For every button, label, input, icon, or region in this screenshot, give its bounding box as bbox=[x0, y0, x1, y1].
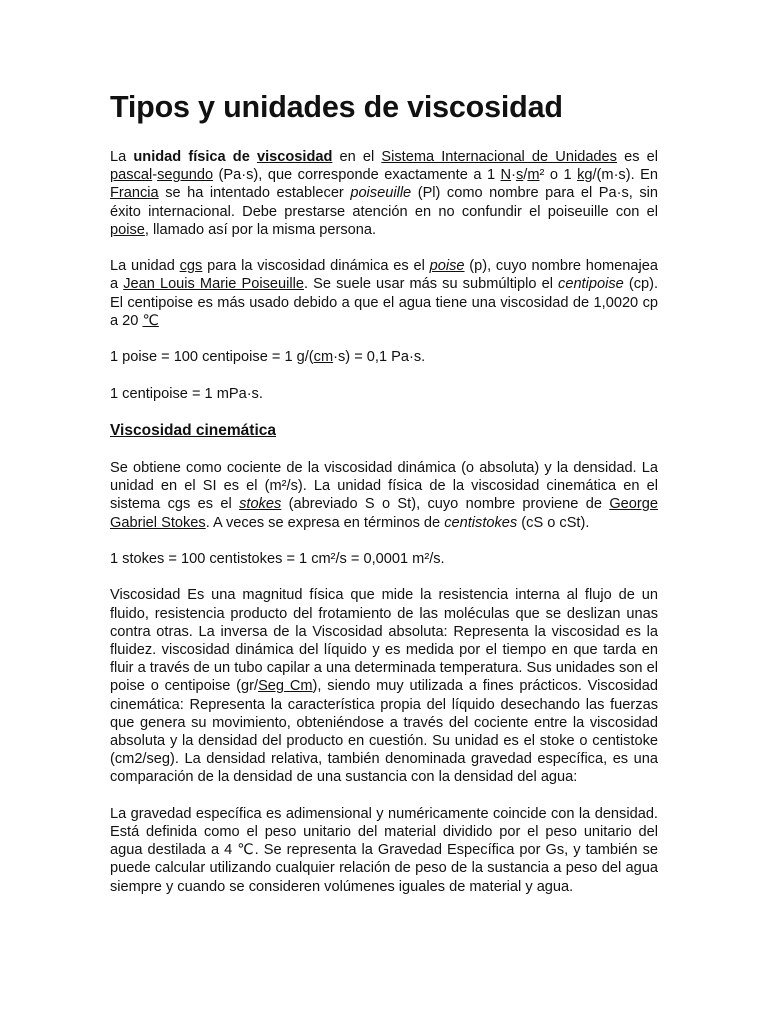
section-heading-viscosidad-cinematica: Viscosidad cinemática bbox=[110, 421, 276, 439]
link-cgs[interactable]: cgs bbox=[179, 258, 203, 275]
link-s[interactable]: s bbox=[515, 167, 524, 184]
link-celsius[interactable]: ℃ bbox=[142, 312, 159, 329]
italic-centistokes: centistokes bbox=[444, 514, 518, 531]
link-poise[interactable]: poise bbox=[110, 221, 145, 238]
link-francia[interactable]: Francia bbox=[110, 185, 159, 202]
link-seg-cm[interactable]: Seg Cm bbox=[258, 678, 313, 695]
link-sistema-internacional[interactable]: Sistema Internacional de Unidades bbox=[381, 149, 617, 165]
link-poise-italic[interactable]: poise bbox=[429, 258, 465, 275]
formula-poise: 1 poise = 100 centipoise = 1 g/(cm·s) = 0,1 Pa·s. bbox=[110, 349, 426, 366]
link-m[interactable]: m bbox=[527, 167, 540, 184]
formula-stokes: 1 stokes = 100 centistokes = 1 cm²/s = 0,0001 m²/s. bbox=[110, 550, 445, 567]
link-segundo[interactable]: segundo bbox=[157, 167, 214, 184]
paragraph-gravedad-especifica: La gravedad específica es adimensional y numéricamente coincide con la densidad. Está definida como el peso unitario del material dividido por el peso unitario del agua destilada a 4 ℃. Se representa la Gravedad Específica por Gs, y también se puede calcular utilizando cualquier relación de peso de la sustancia a peso del agua siempre y cuando se consideren volúmenes iguales de material y agua. bbox=[110, 805, 658, 895]
paragraph-unidad-fisica: La unidad física de viscosidad en el Sistema Internacional de Unidades es el pascal-segundo (Pa·s), que corresponde exactamente a 1 N·s/m² o 1 kg/(m·s). En Francia se ha intentado establecer poiseuille (Pl) como nombre para el Pa·s, sin éxito internacional. Debe prestarse atención en no confundir el poiseuille con el poise, llamado así por la misma persona. bbox=[110, 149, 659, 238]
link-pascal[interactable]: pascal bbox=[110, 167, 153, 184]
paragraph-unidad-cgs: La unidad cgs para la viscosidad dinámica es el poise (p), cuyo nombre homenajea a Jean Louis Marie Poiseuille. Se suele usar más su submúltiplo el centipoise (cp). El centipoise es más usado debido a que el agua tiene una viscosidad de 1,0020 cp a 20 ℃ bbox=[110, 258, 659, 329]
link-stokes-italic[interactable]: stokes bbox=[239, 496, 282, 513]
formula-centipoise: 1 centipoise = 1 mPa·s. bbox=[110, 385, 263, 402]
bold-phrase: unidad física de viscosidad bbox=[133, 149, 333, 165]
italic-centipoise: centipoise bbox=[558, 276, 624, 293]
link-george-gabriel-stokes[interactable]: George Gabriel Stokes bbox=[110, 496, 658, 531]
page-title: Tipos y unidades de viscosidad bbox=[110, 90, 563, 124]
paragraph-viscosidad-definicion: Viscosidad Es una magnitud física que mide la resistencia interna al flujo de un fluido, resistencia producto del frotamiento de las moléculas que se deslizan unas contra otras. La inversa de la Viscosidad absoluta: Representa la viscosidad es la fluidez. viscosidad dinámica del líquido y es medida por el tiempo en que tarda en fluir a través de un tubo capilar a una determinada temperatura. Sus unidades son el poise o centipoise (gr/Seg Cm), siendo muy utilizada a fines prácticos. Viscosidad cinemática: Representa la característica propia del líquido desechando las fuerzas que genera su movimiento, obteniéndose a través del cociente entre la viscosidad absoluta y la densidad del producto en cuestión. Su unidad es el stoke o centistoke (cm2/seg). La densidad relativa, también denominada gravedad específica, es una comparación de la densidad de una sustancia con la densidad del agua: bbox=[110, 587, 658, 786]
link-jean-louis-poiseuille[interactable]: Jean Louis Marie Poiseuille bbox=[123, 276, 304, 293]
paragraph-cinematica: Se obtiene como cociente de la viscosidad dinámica (o absoluta) y la densidad. La unidad en el SI es el (m²/s). La unidad física de la viscosidad cinemática en el sistema cgs es el stokes (abreviado S o St), cuyo nombre proviene de George Gabriel Stokes. A veces se expresa en términos de centistokes (cS o cSt). bbox=[110, 459, 658, 531]
link-newton[interactable]: N bbox=[500, 167, 512, 184]
link-cm[interactable]: cm bbox=[313, 349, 334, 366]
italic-poiseuille: poiseuille bbox=[350, 185, 412, 202]
link-kg[interactable]: kg bbox=[577, 167, 593, 184]
link-viscosidad[interactable]: viscosidad bbox=[256, 149, 333, 165]
